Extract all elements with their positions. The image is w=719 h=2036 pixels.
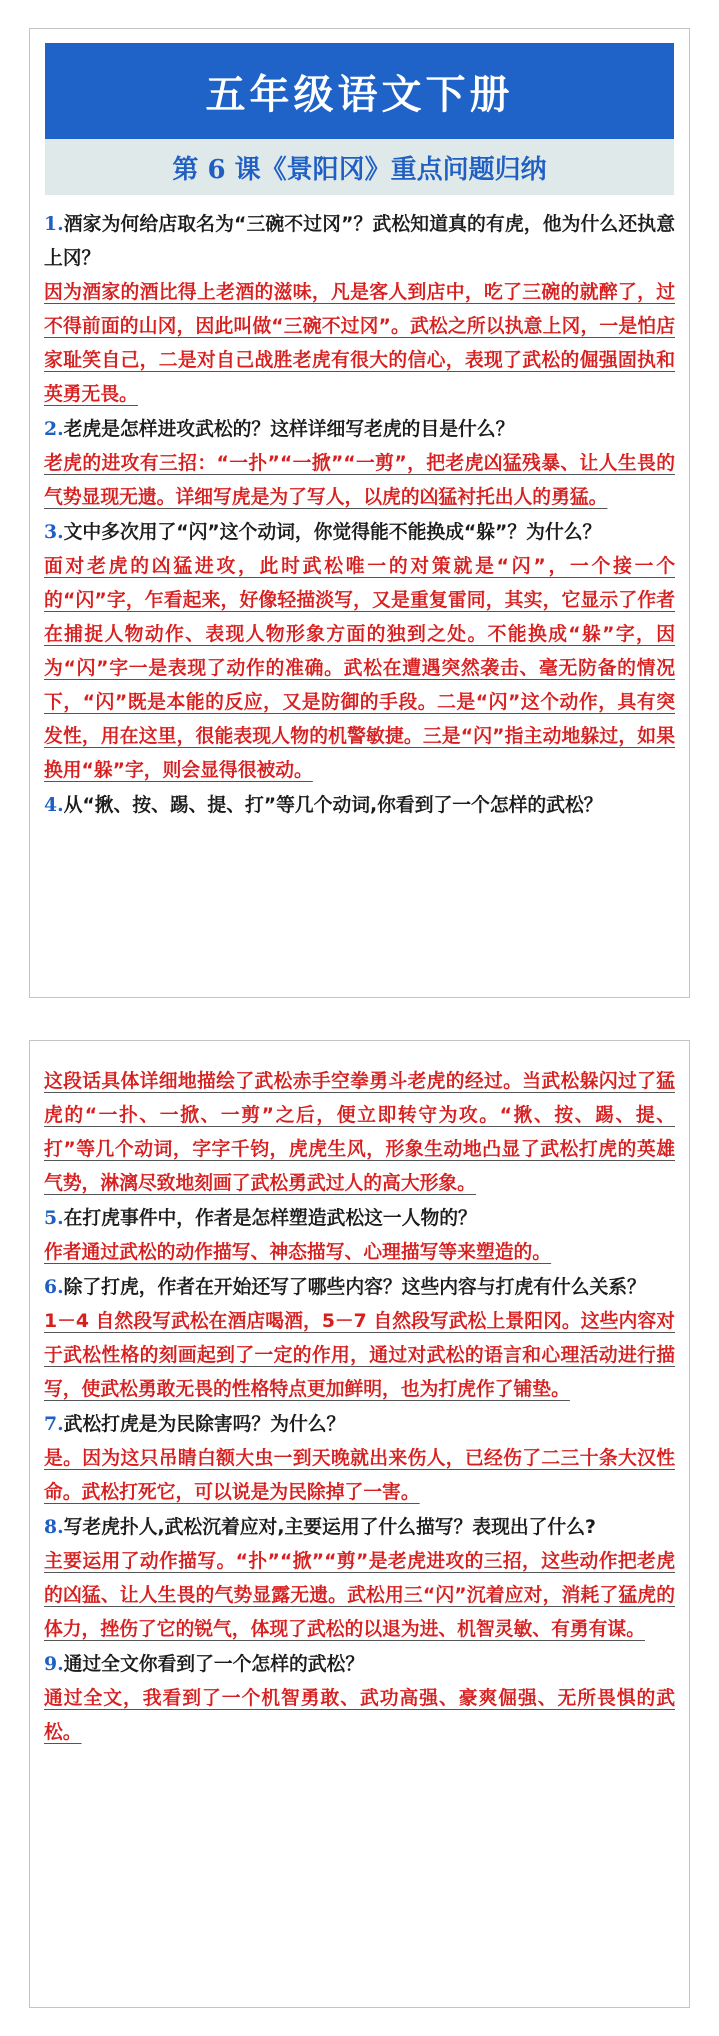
answer-4: 这段话具体详细地描绘了武松赤手空拳勇斗老虎的经过。当武松躲闪过了猛虎的“一扑、一掀、一剪”之后，便立即转守为攻。“揪、按、踢、提、打”等几个动词，字字千钧，虎虎生风，形象生动地凸显了武松打虎的英雄气势，淋漓尽致地刻画了武松勇武过人的高大形象。	[44, 1071, 675, 1194]
question-text: 酒家为何给店取名为“三碗不过冈”？武松知道真的有虎，他为什么还执意上冈？	[44, 214, 675, 269]
answer-9: 通过全文，我看到了一个机智勇敢、武功高强、豪爽倔强、无所畏惧的武松。	[44, 1688, 675, 1743]
question-text: 文中多次用了“闪”这个动词，你觉得能不能换成“躲”？为什么？	[63, 522, 602, 543]
question-text: 从“揪、按、踢、提、打”等几个动词,你看到了一个怎样的武松？	[63, 795, 603, 816]
question-7	[44, 1407, 675, 1442]
answer-3: 面对老虎的凶猛进攻，此时武松唯一的对策就是“闪”，一个接一个的“闪”字，乍看起来，好像轻描淡写，又是重复雷同，其实，它显示了作者在捕捉人物动作、表现人物形象方面的独到之处。不能换成“躲”字，因为“闪”字一是表现了动作的准确。武松在遭遇突然袭击、毫无防备的情况下，“闪”既是本能的反应，又是防御的手段。二是“闪”这个动作，具有突发性，用在这里，很能表现人物的机警敏捷。三是“闪”指主动地躲过，如果换用“躲”字，则会显得很被动。	[44, 556, 675, 781]
question-text: 通过全文你看到了一个怎样的武松？	[63, 1654, 365, 1675]
question-text: 除了打虎，作者在开始还写了哪些内容？这些内容与打虎有什么关系？	[63, 1277, 646, 1298]
question-number: 2.	[44, 418, 64, 440]
subtitle-banner	[45, 139, 674, 195]
answer-5: 作者通过武松的动作描写、神态描写、心理描写等来塑造的。	[44, 1242, 552, 1263]
page-two	[29, 1040, 690, 2008]
question-text: 在打虎事件中，作者是怎样塑造武松这一人物的？	[63, 1208, 477, 1229]
question-6	[44, 1270, 675, 1305]
question-number: 5.	[44, 1207, 64, 1229]
question-number: 8.	[44, 1516, 64, 1538]
question-number: 6.	[44, 1276, 64, 1298]
question-4	[44, 788, 675, 823]
title-banner	[45, 43, 674, 139]
question-9	[44, 1647, 675, 1682]
question-number: 4.	[44, 794, 64, 816]
question-number: 7.	[44, 1413, 64, 1435]
question-number: 1.	[44, 213, 64, 235]
question-3	[44, 515, 675, 550]
page-title: 五年级语文下册	[205, 70, 514, 118]
question-2	[44, 412, 675, 447]
content-page-one	[30, 195, 689, 823]
answer-1: 因为酒家的酒比得上老酒的滋味，凡是客人到店中，吃了三碗的就醉了，过不得前面的山冈，因此叫做“三碗不过冈”。武松之所以执意上冈，一是怕店家耻笑自己，二是对自己战胜老虎有很大的信心，表现了武松的倔强固执和英勇无畏。	[44, 282, 675, 405]
page-one	[29, 28, 690, 998]
question-text: 武松打虎是为民除害吗？为什么？	[63, 1414, 346, 1435]
question-number: 3.	[44, 521, 64, 543]
answer-8: 主要运用了动作描写。“扑”“掀”“剪”是老虎进攻的三招，这些动作把老虎的凶猛、让人生畏的气势显露无遗。武松用三“闪”沉着应对，消耗了猛虎的体力，挫伤了它的锐气，体现了武松的以退为进、机智灵敏、有勇有谋。	[44, 1551, 675, 1640]
question-1	[44, 207, 675, 276]
answer-2: 老虎的进攻有三招：“一扑”“一掀”“一剪”，把老虎凶猛残暴、让人生畏的气势显现无遗。详细写虎是为了写人，以虎的凶猛衬托出人的勇猛。	[44, 453, 675, 508]
answer-7: 是。因为这只吊睛白额大虫一到天晚就出来伤人，已经伤了二三十条大汉性命。武松打死它，可以说是为民除掉了一害。	[44, 1448, 675, 1503]
question-text: 老虎是怎样进攻武松的？这样详细写老虎的目是什么？	[63, 419, 515, 440]
question-text: 写老虎扑人,武松沉着应对,主要运用了什么描写？表现出了什么?	[63, 1517, 596, 1538]
question-5	[44, 1201, 675, 1236]
question-number: 9.	[44, 1653, 64, 1675]
answer-6: 1－4 自然段写武松在酒店喝酒，5－7 自然段写武松上景阳冈。这些内容对于武松性格的刻画起到了一定的作用，通过对武松的语言和心理活动进行描写，使武松勇敢无畏的性格特点更加鲜明，也为打虎作了铺垫。	[44, 1311, 675, 1400]
question-8	[44, 1510, 675, 1545]
page-subtitle: 第 6 课《景阳冈》重点问题归纳	[172, 154, 547, 185]
content-page-two	[30, 1041, 689, 1750]
